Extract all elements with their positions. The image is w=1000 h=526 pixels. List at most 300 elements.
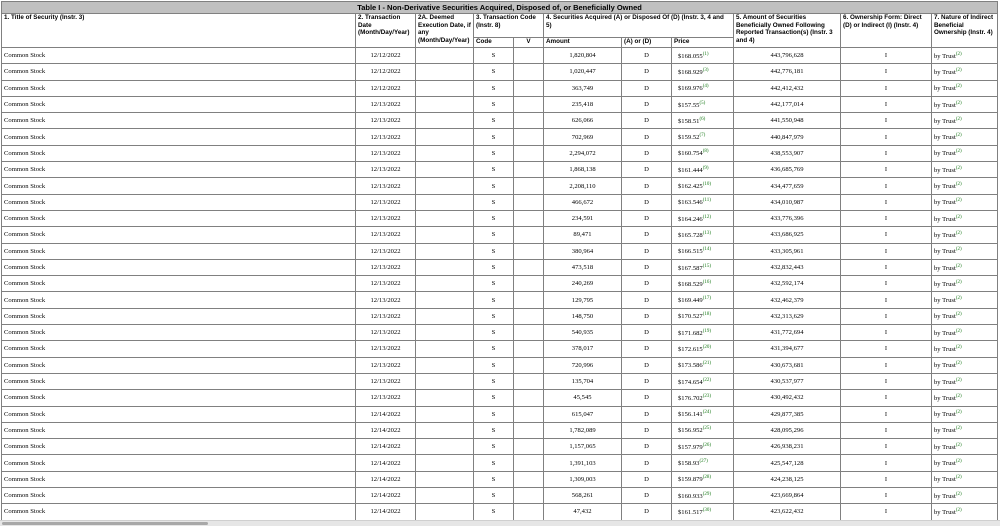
- v-flag-cell: [514, 341, 544, 357]
- transaction-date: 12/14/2022: [370, 443, 401, 451]
- nature-footnote[interactable]: (2): [955, 214, 962, 220]
- security-title-link-cell: [2, 129, 356, 145]
- v-flag-cell: [514, 113, 544, 129]
- deemed-execution-date-cell: [416, 504, 474, 520]
- amount-owned-following-cell: [734, 455, 841, 471]
- nature-footnote[interactable]: (2): [955, 328, 962, 334]
- transaction-date-cell: [356, 422, 416, 438]
- nature-footnote[interactable]: (2): [955, 393, 962, 399]
- transaction-code-cell: [474, 373, 514, 389]
- amount-cell: [544, 325, 622, 341]
- security-title-link[interactable]: Common Stock: [4, 166, 46, 174]
- transaction-date: 12/14/2022: [370, 475, 401, 483]
- amount: 135,704: [571, 378, 594, 386]
- table-row: [2, 308, 998, 324]
- price-footnote[interactable]: (7): [699, 133, 706, 139]
- amount-cell: [544, 129, 622, 145]
- nature-footnote[interactable]: (2): [955, 312, 962, 318]
- acquired-or-disposed-cell: [622, 227, 672, 243]
- nature-of-ownership-link[interactable]: by Trust: [934, 345, 956, 353]
- ownership-form-cell: [841, 80, 932, 96]
- amount-cell: [544, 113, 622, 129]
- v-flag-cell: [514, 194, 544, 210]
- transaction-code-cell: [474, 341, 514, 357]
- price: $168.055: [678, 52, 703, 60]
- deemed-execution-date-cell: [416, 113, 474, 129]
- deemed-execution-date-cell: [416, 422, 474, 438]
- security-title-link[interactable]: Common Stock: [4, 410, 46, 418]
- nature-footnote[interactable]: (2): [955, 133, 962, 139]
- price-footnote[interactable]: (20): [702, 344, 712, 350]
- price-footnote[interactable]: (6): [699, 116, 706, 122]
- table-row: [2, 471, 998, 487]
- deemed-execution-date-cell: [416, 162, 474, 178]
- ownership-form-cell: [841, 259, 932, 275]
- acquired-or-disposed-cell: [622, 113, 672, 129]
- price-footnote[interactable]: (21): [702, 361, 712, 367]
- acquired-or-disposed-cell: [622, 455, 672, 471]
- amount-owned-following-cell: [734, 504, 841, 520]
- price: $172.615: [678, 345, 703, 353]
- nature-of-ownership-link-cell: [932, 504, 998, 520]
- nature-footnote[interactable]: (2): [955, 296, 962, 302]
- nature-footnote[interactable]: (2): [955, 263, 962, 269]
- acquired-or-disposed: D: [644, 182, 649, 190]
- amount-owned-following: 425,547,128: [770, 459, 804, 467]
- transaction-date-cell: [356, 129, 416, 145]
- ownership-form: I: [884, 475, 888, 483]
- amount-owned-following-cell: [734, 308, 841, 324]
- acquired-or-disposed: D: [644, 459, 649, 467]
- amount: 540,935: [571, 329, 594, 337]
- price-footnote[interactable]: (5): [699, 100, 706, 106]
- amount: 363,749: [571, 84, 594, 92]
- price: $164.246: [678, 215, 703, 223]
- ownership-form-cell: [841, 373, 932, 389]
- security-title-link[interactable]: Common Stock: [4, 247, 46, 255]
- nature-footnote[interactable]: (2): [955, 459, 962, 465]
- transaction-code: S: [491, 329, 496, 337]
- security-title-link[interactable]: Common Stock: [4, 508, 46, 516]
- amount-owned-following: 433,776,396: [770, 215, 804, 223]
- nature-of-ownership-link[interactable]: by Trust: [934, 427, 956, 435]
- security-title-link[interactable]: Common Stock: [4, 394, 46, 402]
- nature-of-ownership-link[interactable]: by Trust: [934, 492, 956, 500]
- nature-footnote[interactable]: (2): [955, 344, 962, 350]
- amount-cell: [544, 145, 622, 161]
- nature-footnote[interactable]: (2): [955, 475, 962, 481]
- acquired-or-disposed: D: [644, 117, 649, 125]
- price: $159.879: [678, 476, 703, 484]
- nature-of-ownership-link[interactable]: by Trust: [934, 460, 956, 468]
- amount-cell: [544, 80, 622, 96]
- amount-owned-following: 431,772,694: [770, 329, 804, 337]
- transaction-code: S: [491, 215, 496, 223]
- amount: 1,020,447: [569, 68, 596, 76]
- security-title-link[interactable]: Common Stock: [4, 215, 46, 223]
- security-title-link[interactable]: Common Stock: [4, 296, 46, 304]
- security-title-link[interactable]: Common Stock: [4, 378, 46, 386]
- nature-footnote[interactable]: (2): [955, 116, 962, 122]
- price-footnote[interactable]: (15): [702, 263, 712, 269]
- table-row: [2, 80, 998, 96]
- transaction-date-cell: [356, 357, 416, 373]
- security-title-link-cell: [2, 48, 356, 64]
- nature-footnote[interactable]: (2): [955, 247, 962, 253]
- price-footnote[interactable]: (19): [702, 328, 712, 334]
- amount-owned-following-cell: [734, 64, 841, 80]
- nature-of-ownership-link-cell: [932, 471, 998, 487]
- price-footnote[interactable]: (11): [702, 198, 711, 204]
- transaction-date-cell: [356, 210, 416, 226]
- amount: 240,269: [571, 280, 594, 288]
- amount-owned-following-cell: [734, 243, 841, 259]
- v-flag-cell: [514, 276, 544, 292]
- ownership-form: I: [884, 508, 888, 516]
- acquired-or-disposed: D: [644, 345, 649, 353]
- nature-of-ownership-link-cell: [932, 243, 998, 259]
- transaction-code: S: [491, 361, 496, 369]
- transaction-date: 12/13/2022: [370, 264, 401, 271]
- price-footnote[interactable]: (10): [702, 182, 712, 188]
- nature-of-ownership-link[interactable]: by Trust: [934, 117, 956, 125]
- amount: 473,518: [571, 264, 594, 271]
- security-title-link[interactable]: Common Stock: [4, 475, 46, 483]
- price: $157.55: [678, 101, 700, 109]
- acquired-or-disposed: D: [644, 312, 649, 320]
- transaction-date-cell: [356, 292, 416, 308]
- acquired-or-disposed-cell: [622, 145, 672, 161]
- security-title-link[interactable]: Common Stock: [4, 52, 46, 60]
- price-footnote[interactable]: (22): [702, 377, 712, 383]
- nature-footnote[interactable]: (2): [955, 377, 962, 383]
- transaction-code: S: [491, 280, 496, 288]
- nature-of-ownership-link[interactable]: by Trust: [934, 85, 956, 93]
- transaction-date-cell: [356, 194, 416, 210]
- price-cell: [672, 292, 734, 308]
- deemed-execution-date-cell: [416, 488, 474, 504]
- security-title-link[interactable]: Common Stock: [4, 312, 46, 320]
- price: $156.952: [678, 427, 703, 435]
- nature-of-ownership-link[interactable]: by Trust: [934, 52, 956, 60]
- nature-footnote[interactable]: (2): [955, 198, 962, 204]
- acquired-or-disposed: D: [644, 329, 649, 337]
- price-footnote[interactable]: (3): [702, 67, 709, 73]
- transaction-code-cell: [474, 504, 514, 520]
- nature-of-ownership-link-cell: [932, 178, 998, 194]
- amount-owned-following-cell: [734, 162, 841, 178]
- nature-footnote[interactable]: (2): [955, 182, 962, 188]
- nature-of-ownership-link[interactable]: by Trust: [934, 443, 956, 451]
- price-footnote[interactable]: (26): [702, 442, 712, 448]
- nature-of-ownership-link[interactable]: by Trust: [934, 248, 956, 256]
- price-cell: [672, 325, 734, 341]
- deemed-execution-date-cell: [416, 455, 474, 471]
- price-cell: [672, 357, 734, 373]
- header-transaction-code: 3. Transaction Code (Instr. 8): [474, 14, 544, 38]
- subheader-a-or-d: (A) or (D): [622, 38, 672, 48]
- security-title-link[interactable]: Common Stock: [4, 329, 46, 337]
- price-footnote[interactable]: (16): [702, 279, 712, 285]
- ownership-form-cell: [841, 422, 932, 438]
- nature-footnote[interactable]: (2): [955, 279, 962, 285]
- amount: 129,795: [571, 296, 594, 304]
- price: $171.682: [678, 329, 703, 337]
- price-footnote[interactable]: (17): [702, 296, 712, 302]
- nature-footnote[interactable]: (2): [955, 100, 962, 106]
- nature-of-ownership-link[interactable]: by Trust: [934, 378, 956, 386]
- nature-footnote[interactable]: (2): [955, 230, 962, 236]
- nature-of-ownership-link[interactable]: by Trust: [934, 183, 956, 191]
- header-deemed-execution-date: 2A. Deemed Execution Date, if any (Month/Day/Year): [416, 14, 474, 48]
- nature-footnote[interactable]: (2): [955, 491, 962, 497]
- nature-footnote[interactable]: (2): [955, 51, 962, 57]
- nature-footnote[interactable]: (2): [955, 507, 962, 513]
- table-row: [2, 194, 998, 210]
- amount-owned-following: 434,477,659: [770, 182, 804, 190]
- amount-owned-following-cell: [734, 422, 841, 438]
- price-footnote[interactable]: (12): [702, 214, 712, 220]
- ownership-form-cell: [841, 504, 932, 520]
- table-row: [2, 292, 998, 308]
- nature-of-ownership-link-cell: [932, 48, 998, 64]
- price: $158.93: [678, 460, 700, 468]
- price: $166.515: [678, 248, 703, 256]
- security-title-link[interactable]: Common Stock: [4, 264, 46, 271]
- deemed-execution-date-cell: [416, 259, 474, 275]
- ownership-form-cell: [841, 113, 932, 129]
- price: $158.51: [678, 117, 700, 125]
- ownership-form: I: [884, 443, 888, 451]
- nature-footnote[interactable]: (2): [955, 410, 962, 416]
- transaction-date: 12/13/2022: [370, 215, 401, 223]
- transaction-date-cell: [356, 341, 416, 357]
- deemed-execution-date-cell: [416, 439, 474, 455]
- security-title-link[interactable]: Common Stock: [4, 84, 46, 92]
- nature-footnote[interactable]: (2): [955, 442, 962, 448]
- nature-of-ownership-link[interactable]: by Trust: [934, 329, 956, 337]
- nature-of-ownership-link[interactable]: by Trust: [934, 231, 956, 239]
- transaction-code-cell: [474, 325, 514, 341]
- ownership-form: I: [884, 149, 888, 157]
- price-footnote[interactable]: (1): [702, 51, 709, 57]
- transaction-code-cell: [474, 48, 514, 64]
- transaction-code-cell: [474, 422, 514, 438]
- nature-footnote[interactable]: (2): [955, 149, 962, 155]
- nature-of-ownership-link-cell: [932, 276, 998, 292]
- price-footnote[interactable]: (30): [702, 507, 712, 513]
- amount-cell: [544, 227, 622, 243]
- ownership-form: I: [884, 52, 888, 60]
- acquired-or-disposed-cell: [622, 439, 672, 455]
- security-title-link[interactable]: Common Stock: [4, 459, 46, 467]
- transaction-code-cell: [474, 80, 514, 96]
- amount: 1,391,103: [569, 459, 596, 467]
- v-flag-cell: [514, 227, 544, 243]
- acquired-or-disposed: D: [644, 133, 649, 141]
- deemed-execution-date-cell: [416, 243, 474, 259]
- nature-of-ownership-link[interactable]: by Trust: [934, 476, 956, 484]
- nature-of-ownership-link[interactable]: by Trust: [934, 508, 956, 516]
- acquired-or-disposed: D: [644, 198, 649, 206]
- nature-of-ownership-link[interactable]: by Trust: [934, 150, 956, 158]
- nature-of-ownership-link[interactable]: by Trust: [934, 313, 956, 321]
- v-flag-cell: [514, 373, 544, 389]
- price-footnote[interactable]: (4): [702, 84, 709, 90]
- price: $170.527: [678, 313, 703, 321]
- security-title-link[interactable]: Common Stock: [4, 198, 46, 206]
- nature-of-ownership-link[interactable]: by Trust: [934, 166, 956, 174]
- security-title-link[interactable]: Common Stock: [4, 361, 46, 369]
- table-row: [2, 243, 998, 259]
- price-footnote[interactable]: (18): [702, 312, 712, 318]
- nature-of-ownership-link[interactable]: by Trust: [934, 215, 956, 223]
- amount-owned-following: 432,313,629: [770, 312, 804, 320]
- transaction-code-cell: [474, 96, 514, 112]
- price-footnote[interactable]: (9): [702, 165, 709, 171]
- header-ownership-form: 6. Ownership Form: Direct (D) or Indirect (I) (Instr. 4): [841, 14, 932, 48]
- security-title-link[interactable]: Common Stock: [4, 101, 46, 109]
- security-title-link-cell: [2, 259, 356, 275]
- security-title-link[interactable]: Common Stock: [4, 492, 46, 500]
- deemed-execution-date-cell: [416, 80, 474, 96]
- transaction-date-cell: [356, 259, 416, 275]
- security-title-link[interactable]: Common Stock: [4, 149, 46, 157]
- nature-of-ownership-link[interactable]: by Trust: [934, 394, 956, 402]
- security-title-link-cell: [2, 113, 356, 129]
- nature-of-ownership-link-cell: [932, 406, 998, 422]
- ownership-form: I: [884, 198, 888, 206]
- transaction-date: 12/13/2022: [370, 329, 401, 337]
- nature-of-ownership-link[interactable]: by Trust: [934, 411, 956, 419]
- security-title-link-cell: [2, 357, 356, 373]
- security-title-link[interactable]: Common Stock: [4, 133, 46, 141]
- v-flag-cell: [514, 259, 544, 275]
- nature-of-ownership-link[interactable]: by Trust: [934, 101, 956, 109]
- ownership-form-cell: [841, 308, 932, 324]
- price-cell: [672, 406, 734, 422]
- transaction-date: 12/13/2022: [370, 394, 401, 402]
- transaction-code: S: [491, 117, 496, 125]
- nature-of-ownership-link[interactable]: by Trust: [934, 362, 956, 370]
- price-footnote[interactable]: (27): [699, 459, 708, 465]
- nature-of-ownership-link-cell: [932, 64, 998, 80]
- price: $169.449: [678, 297, 703, 305]
- nature-of-ownership-link-cell: [932, 455, 998, 471]
- transaction-date: 12/13/2022: [370, 231, 401, 239]
- price-footnote[interactable]: (13): [702, 230, 712, 236]
- acquired-or-disposed-cell: [622, 373, 672, 389]
- nature-of-ownership-link[interactable]: by Trust: [934, 134, 956, 142]
- acquired-or-disposed-cell: [622, 162, 672, 178]
- security-title-link[interactable]: Common Stock: [4, 280, 46, 288]
- transaction-code: S: [491, 345, 496, 353]
- nature-footnote[interactable]: (2): [955, 67, 962, 73]
- nature-of-ownership-link[interactable]: by Trust: [934, 280, 956, 288]
- nature-footnote[interactable]: (2): [955, 426, 962, 432]
- security-title-link[interactable]: Common Stock: [4, 182, 46, 190]
- price-cell: [672, 129, 734, 145]
- nature-of-ownership-link[interactable]: by Trust: [934, 264, 956, 272]
- nature-of-ownership-link[interactable]: by Trust: [934, 199, 956, 207]
- amount-owned-following-cell: [734, 80, 841, 96]
- deemed-execution-date-cell: [416, 325, 474, 341]
- price-cell: [672, 243, 734, 259]
- price-footnote[interactable]: (28): [702, 475, 712, 481]
- subheader-price: Price: [672, 38, 734, 48]
- ownership-form-cell: [841, 357, 932, 373]
- acquired-or-disposed: D: [644, 378, 649, 386]
- price: $174.654: [678, 378, 703, 386]
- security-title-link[interactable]: Common Stock: [4, 68, 46, 76]
- amount-cell: [544, 194, 622, 210]
- transaction-date-cell: [356, 162, 416, 178]
- acquired-or-disposed-cell: [622, 488, 672, 504]
- acquired-or-disposed: D: [644, 231, 649, 239]
- amount: 1,157,065: [569, 443, 596, 451]
- transaction-code: S: [491, 247, 496, 255]
- amount: 1,820,804: [569, 52, 596, 60]
- transaction-date: 12/14/2022: [370, 508, 401, 516]
- ownership-form: I: [884, 280, 888, 288]
- security-title-link[interactable]: Common Stock: [4, 231, 46, 239]
- price-cell: [672, 471, 734, 487]
- amount-owned-following-cell: [734, 341, 841, 357]
- ownership-form: I: [884, 329, 888, 337]
- transaction-code-cell: [474, 259, 514, 275]
- v-flag-cell: [514, 145, 544, 161]
- price-footnote[interactable]: (25): [702, 426, 712, 432]
- price-footnote[interactable]: (14): [702, 247, 712, 253]
- amount-owned-following-cell: [734, 96, 841, 112]
- price-footnote[interactable]: (8): [702, 149, 709, 155]
- nature-footnote[interactable]: (2): [955, 84, 962, 90]
- acquired-or-disposed: D: [644, 508, 649, 516]
- price-footnote[interactable]: (24): [702, 410, 712, 416]
- price-cell: [672, 341, 734, 357]
- transaction-code-cell: [474, 243, 514, 259]
- nature-footnote[interactable]: (2): [955, 361, 962, 367]
- security-title-link[interactable]: Common Stock: [4, 117, 46, 125]
- security-title-link[interactable]: Common Stock: [4, 426, 46, 434]
- price-footnote[interactable]: (23): [702, 393, 712, 399]
- nature-footnote[interactable]: (2): [955, 165, 962, 171]
- security-title-link[interactable]: Common Stock: [4, 443, 46, 451]
- nature-of-ownership-link[interactable]: by Trust: [934, 68, 956, 76]
- nature-of-ownership-link[interactable]: by Trust: [934, 297, 956, 305]
- price-cell: [672, 145, 734, 161]
- security-title-link-cell: [2, 390, 356, 406]
- deemed-execution-date-cell: [416, 276, 474, 292]
- transaction-code-cell: [474, 162, 514, 178]
- amount-cell: [544, 439, 622, 455]
- acquired-or-disposed: D: [644, 361, 649, 369]
- amount: 1,309,003: [569, 475, 596, 483]
- horizontal-scrollbar[interactable]: [0, 520, 1000, 526]
- ownership-form: I: [884, 492, 888, 500]
- amount-owned-following-cell: [734, 276, 841, 292]
- ownership-form-cell: [841, 471, 932, 487]
- transaction-code-cell: [474, 471, 514, 487]
- table-row: [2, 48, 998, 64]
- security-title-link-cell: [2, 178, 356, 194]
- price-footnote[interactable]: (29): [702, 491, 712, 497]
- amount-cell: [544, 488, 622, 504]
- security-title-link[interactable]: Common Stock: [4, 345, 46, 353]
- ownership-form-cell: [841, 406, 932, 422]
- acquired-or-disposed-cell: [622, 471, 672, 487]
- table-row: [2, 145, 998, 161]
